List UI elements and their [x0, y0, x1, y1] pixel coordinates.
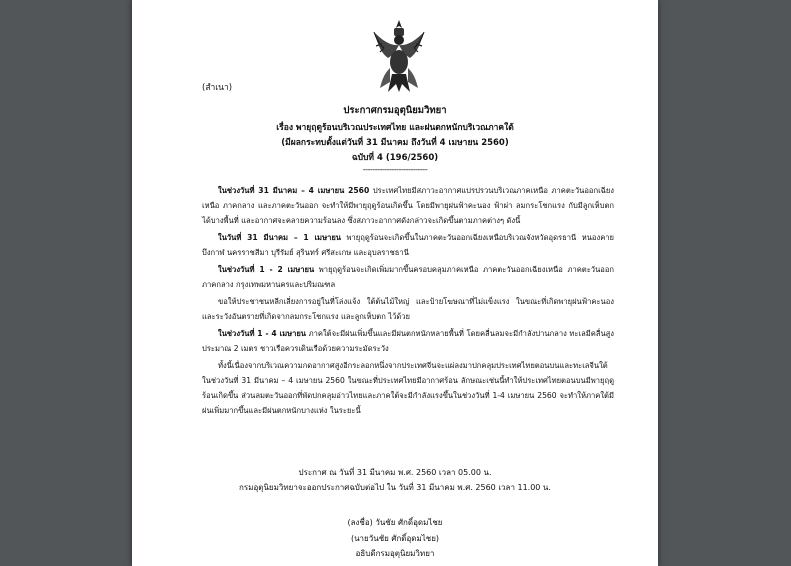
issue-number: ฉบับที่ 4 (196/2560) — [351, 153, 439, 163]
garuda-emblem-icon — [370, 18, 428, 94]
effective-period: (มีผลกระทบตั้งแต่วันที่ 31 มีนาคม ถึงวันที่ 4 เมษายน 2560) — [281, 138, 509, 148]
paragraph-lead: ในช่วงวันที่ 1 - 4 เมษายน — [218, 329, 306, 338]
paragraph — [202, 262, 614, 292]
paragraph-text: พายุฤดูร้อนจะเกิดเพิ่มมากขึ้นครอบคลุมภาคเหนือ ภาคตะวันออกเฉียงเหนือ ภาคตะวันออก ภาคกลาง กรุงเทพมหานครและปริมณฑล — [202, 265, 614, 289]
paragraph — [202, 230, 614, 260]
paragraph — [202, 183, 614, 228]
next-issue-note: กรมอุตุนิยมวิทยาจะออกประกาศฉบับต่อไป ใน วันที่ 31 มีนาคม พ.ศ. 2560 เวลา 11.00 น. — [239, 483, 551, 492]
paragraph-text: ประเทศไทยมีสภาวะอากาศแปรปรวนบริเวณภาคเหนือ ภาคตะวันออกเฉียงเหนือ ภาคกลาง และภาคตะวันออก จะทำให้มีพายุฤดูร้อนเกิดขึ้น โดยมีพายุฝนฟ้าคะนอง ฟ้าผ่า ลมกระโชกแรง กับมีลูกเห็บตกได้บางพื้นที่ และอากาศจะคลายความร้อนลง ซึ่งสภาวะอากาศดังกล่าวจะเกิดขึ้นตามภาคต่างๆ ดังนี้ — [202, 186, 614, 225]
paragraph-text: พายุฤดูร้อนจะเกิดขึ้นในภาคตะวันออกเฉียงเหนือบริเวณจังหวัดอุดรธานี หนองคาย บึงกาฬ นครราชสีมา บุรีรัมย์ สุรินทร์ ศรีสะเกษ และอุบลราชธานี — [202, 233, 614, 257]
document-body — [202, 183, 614, 420]
signature-line: (ลงชื่อ) วันชัย ศักดิ์อุดมไชย — [347, 518, 443, 527]
paragraph-text: ทั้งนี้เนื่องจากบริเวณความกดอากาศสูงอีกระลอกหนึ่งจากประเทศจีนจะแผ่ลงมาปกคลุมประเทศไทยตอนบนและทะเลจีนใต้ในช่วงวันที่ 31 มีนาคม – 4 เมษายน 2560 ในขณะที่ประเทศไทยมีอากาศร้อน ลักษณะเช่นนี้ทำให้ประเทศไทยตอนบนมีพายุฤดูร้อนเกิดขึ้น ส่วนลมตะวันออกที่พัดปกคลุมอ่าวไทยและภาคใต้จะมีกำลังแรงขึ้นในช่วงวันที่ 1-4 เมษายน 2560 จะทำให้ภาคใต้มีฝนเพิ่มมากขึ้นและมีฝนตกหนักบางแห่ง ในระยะนี้ — [202, 361, 614, 415]
copy-label: (สำเนา) — [202, 83, 233, 93]
paragraph-lead: ในช่วงวันที่ 1 - 2 เมษายน — [218, 265, 315, 274]
paragraph-text: ภาคใต้จะมีฝนเพิ่มขึ้นและมีฝนตกหนักหลายพื้นที่ โดยคลื่นลมจะมีกำลังปานกลาง ทะเลมีคลื่นสูงประมาณ 2 เมตร ชาวเรือควรเดินเรือด้วยความระมัดระวัง — [202, 329, 614, 353]
signer-name: (นายวันชัย ศักดิ์อุดมไชย) — [350, 534, 440, 543]
paragraph — [202, 358, 614, 418]
paragraph-lead: ในช่วงวันที่ 31 มีนาคม – 4 เมษายน 2560 — [218, 186, 370, 195]
signer-title: อธิบดีกรมอุตุนิยมวิทยา — [355, 549, 435, 558]
separator-line: --------------------------- — [362, 165, 428, 174]
paragraph — [202, 326, 614, 356]
document-subject: เรื่อง พายุฤดูร้อนบริเวณประเทศไทย และฝนตกหนักบริเวณภาคใต้ — [276, 123, 514, 133]
paragraph-lead: ในวันที่ 31 มีนาคม – 1 เมษายน — [218, 233, 341, 242]
paragraph-text: ขอให้ประชาชนหลีกเลี่ยงการอยู่ในที่โล่งแจ้ง ใต้ต้นไม้ใหญ่ และป้ายโฆษณาที่ไม่แข็งแรง ในขณะที่เกิดพายุฝนฟ้าคะนอง และระวังอันตรายที่เกิดจากลมกระโชกแรง และลูกเห็บตก ไว้ด้วย — [202, 297, 614, 321]
document-page — [132, 0, 658, 566]
announcement-date: ประกาศ ณ วันที่ 31 มีนาคม พ.ศ. 2560 เวลา 05.00 น. — [298, 468, 492, 477]
paragraph — [202, 294, 614, 324]
document-title: ประกาศกรมอุตุนิยมวิทยา — [343, 105, 447, 116]
